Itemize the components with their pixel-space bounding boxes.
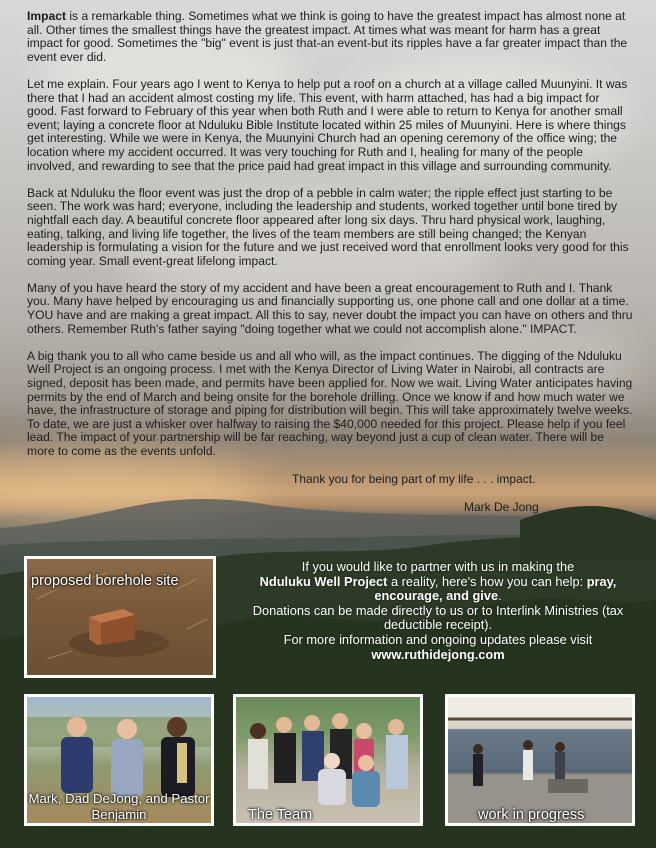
progress-caption: work in progress	[478, 807, 585, 823]
partner-callout: If you would like to partner with us in making the Nduluku Well Project a reality, here's how you can help: pray, encourage, and give. Donations can be made directly to us or to Interlink Ministries (tax deductible receipt). For more information and ongoing updates please visit www.ruthidejong.com	[252, 559, 624, 662]
website-link[interactable]: www.ruthidejong.com	[371, 646, 505, 662]
family-photo	[24, 694, 214, 826]
paragraph-3: Back at Nduluku the floor event was just the drop of a pebble in calm water; the ripple effect just starting to be seen. The work was hard; everyone, including the leadership and students, worked together until bone tired by nightfall each day. A beautiful concrete floor appeared after long six days. Thru hard physical work, laughing, eating, talking, and living life together, the lives of the team members are still being changed; the Kenyan leadership is formulating a vision for the future and we just received word that enrollment looks very good for this coming year. Small event-great lifelong impact.	[27, 185, 629, 268]
letter-body	[27, 10, 633, 472]
borehole-caption: proposed borehole site	[31, 573, 179, 589]
paragraph-5: A big thank you to all who came beside us and all who will, as the impact continues. The digging of the Nduluku Well Project is an ongoing process. I met with the Kenya Director of Living Water in Nairobi, all contracts are signed, deposit has been made, and permits have been applied for. Now we wait. Living Water anticipates having permits by the end of March and being onsite for the borehole drilling. Once we know if and how much water we have, the infrastructure of storage and piping for distribution will begin. This will take approximately twelve weeks. To date, we are just a whisker over halfway to raising the $40,000 needed for this project. Please help if you feel lead. The impact of your partnership will be far reaching, way beyond just a cup of clean water. There will be more to come as the events unfold.	[27, 348, 633, 458]
paragraph-4: Many of you have heard the story of my accident and have been a great encouragement to Ruth and I. Thank you. Many have helped by encouraging us and financially supporting us, one phone call and one dollar at a time. YOU have and are making a great impact. All this to say, never doubt the impact you can have on others and thru others. Remember Ruth's father saying "doing together what we could not accomplish alone." IMPACT.	[27, 280, 633, 336]
signature: Mark De Jong	[464, 500, 539, 514]
project-name: Nduluku Well Project	[259, 573, 388, 589]
closing-thanks: Thank you for being part of my life . . . impact.	[292, 472, 536, 486]
family-caption: Mark, Dad DeJong, and Pastor Benjamin	[28, 791, 210, 822]
team-caption: The Team	[248, 807, 313, 823]
actions: pray, encourage, and give	[374, 573, 617, 604]
team-photo	[233, 694, 423, 826]
progress-photo	[445, 694, 635, 826]
paragraph-2: Let me explain. Four years ago I went to Kenya to help put a roof on a church at a village called Muunyini. It was there that I had an accident almost costing my life. This event, with harm attached, has had a big impact for good. Fast forward to February of this year when both Ruth and I were able to return to Kenya for another small event; laying a concrete floor at Nduluku Bible Institute located within 25 miles of Muunyini. Here is where things get interesting. While we were in Kenya, the Muunyini Church had an opening ceremony of the office wing; the location where my accident occurred. It was very touching for Ruth and I, healing for many of the people involved, and rewarding to see that the price paid had great impact in this village and surrounding community.	[27, 76, 628, 173]
borehole-photo	[24, 556, 216, 678]
paragraph-1: Impact is a remarkable thing. Sometimes what we think is going to have the greatest impact has almost none at all. Other times the smallest things have the greatest impact. At times what was meant for harm has a great impact for good. Sometimes the "big" event is just that-an event-but its ripples have a far greater impact than the event ever did.	[27, 9, 628, 64]
impact-lead: Impact	[27, 9, 66, 23]
